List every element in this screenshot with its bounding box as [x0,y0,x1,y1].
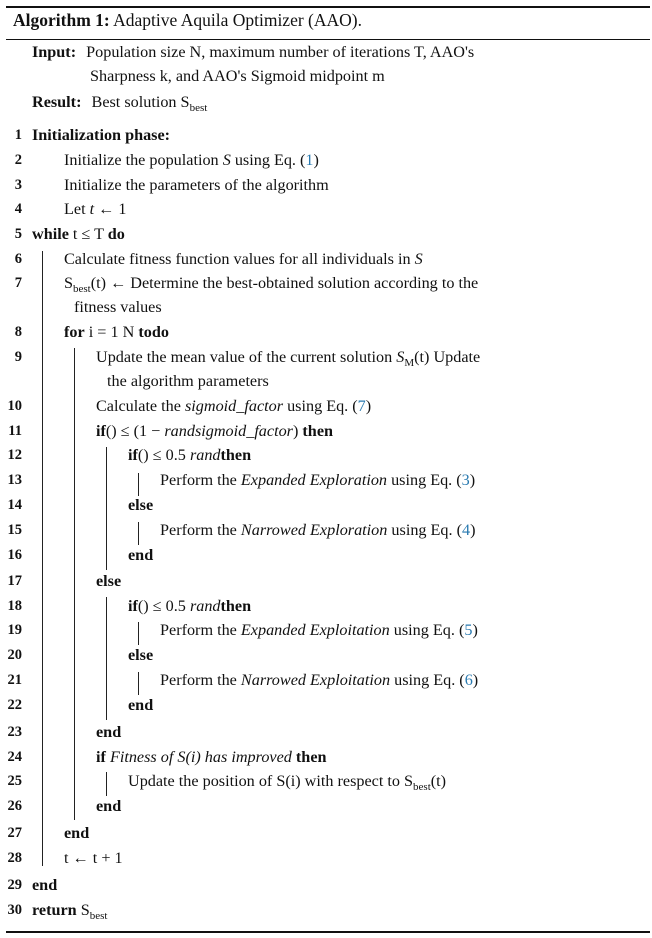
line-text [96,422,333,441]
line-token[interactable]: 7 [357,397,366,415]
line-token: ) [313,151,319,169]
line-token: Fitness of S(i) has improved [105,748,296,766]
line-token: using Eq. ( [389,621,465,639]
line-number: 6 [14,251,22,267]
line-token: rand [189,597,221,615]
line-text [128,646,153,665]
line-token: sigmoid_factor [194,422,293,440]
line-text [32,126,170,145]
line-token: rand [164,422,195,440]
line-text [64,274,478,293]
line-text [64,824,89,843]
line-number: 22 [7,697,22,713]
block-bar [42,251,43,866]
line-token: do [151,323,169,341]
block-bar [74,348,75,820]
line-text [128,696,153,715]
line-token: using Eq. ( [230,151,306,169]
input-line-2 [90,67,385,86]
input-text: Population size N, maximum number of iterations T, AAO's [86,43,475,61]
line-token: then [220,597,252,615]
line-number: 17 [7,573,22,589]
line-token: S [414,250,423,268]
line-token: end [128,546,154,564]
line-number: 28 [7,850,22,866]
line-number: 8 [14,324,22,340]
line-number: 19 [7,622,22,638]
line-token: ) [469,471,476,489]
line-number: 3 [14,177,22,193]
line-number: 14 [7,497,22,513]
line-token: S [396,348,405,366]
line-text [32,876,57,895]
line-number: 29 [7,877,22,893]
line-text [96,748,327,767]
line-token: Perform the [160,471,241,489]
result-line [32,93,207,112]
line-token: end [96,723,122,741]
line-text [96,797,121,816]
line-text [160,671,478,690]
line-number: 7 [14,275,22,291]
line-token: ) [470,521,476,539]
line-number: 12 [7,447,22,463]
line-token: S [222,151,231,169]
line-token: while [32,225,69,243]
line-text [32,901,107,920]
line-token: t ≤ T [68,225,108,243]
line-token: (t) [430,772,447,790]
line-token: () ≤ (1 − [105,422,165,440]
block-bar [138,522,139,545]
input-label: Input: [32,43,77,61]
line-token: end [64,824,90,842]
line-token: Expanded Exploitation [240,621,390,639]
line-text [96,348,480,367]
line-text [64,250,423,269]
line-token: t [89,200,95,218]
line-text [160,521,476,540]
line-token: M [404,357,415,369]
line-text [160,621,478,640]
line-token: to [138,323,152,341]
line-token: Perform the [160,671,241,689]
line-token: () ≤ 0.5 [137,597,190,615]
result-label: Result: [32,93,82,111]
line-text [107,372,269,391]
line-text [96,723,121,742]
line-token: Initialize the population [64,151,223,169]
line-text [32,225,125,244]
line-text [74,298,162,317]
line-token[interactable]: 6 [464,671,473,689]
line-token: sigmoid_factor [185,397,284,415]
algorithm-name: Adaptive Aquila Optimizer (AAO). [113,10,362,30]
line-token: Initialize the parameters of the algorithm [64,176,329,194]
line-token: using Eq. ( [387,521,463,539]
line-token: ) [292,422,303,440]
line-token: best [73,283,91,295]
line-number: 25 [7,773,22,789]
line-token: using Eq. ( [387,471,462,489]
line-token: () ≤ 0.5 [137,446,190,464]
line-token: else [128,496,154,514]
line-token: ) [472,671,479,689]
line-number: 16 [7,547,22,563]
line-number: 15 [7,522,22,538]
line-token: return [32,901,77,919]
line-text [128,446,251,465]
line-number: 5 [14,226,22,242]
line-token: Perform the [160,621,241,639]
line-token: for [64,323,85,341]
line-text [64,151,319,170]
line-number: 4 [14,201,22,217]
line-number: 2 [14,152,22,168]
line-token: using Eq. ( [390,671,465,689]
line-token: if [128,597,138,615]
line-number: 30 [7,902,22,918]
line-token: if [96,748,106,766]
line-token: end [32,876,58,894]
line-text [96,572,121,591]
line-token: if [96,422,106,440]
result-text: Best solution S [91,93,190,111]
line-token: Update the position of S(i) with respect to S [128,772,414,790]
line-token: Initialization phase: [32,126,171,144]
line-token: t ← t + 1 [64,849,123,867]
line-token: if [128,446,138,464]
line-token: rand [189,446,221,464]
top-rule [6,6,650,8]
line-text [128,546,153,565]
line-text [64,323,169,342]
block-bar [106,447,107,570]
line-text [160,471,475,490]
line-number: 27 [7,825,22,841]
line-token: using Eq. ( [283,397,358,415]
block-bar [138,672,139,695]
line-text [64,849,123,868]
line-number: 24 [7,749,22,765]
line-token: (t) Update [414,348,481,366]
line-number: 18 [7,598,22,614]
line-text [128,597,251,616]
line-token: Update the mean value of the current solution [96,348,397,366]
line-token: ) [365,397,372,415]
input-text-2: Sharpness k, and AAO's Sigmoid midpoint m [90,67,385,85]
line-number: 20 [7,647,22,663]
line-token: best [413,781,431,793]
line-number: 9 [14,349,22,365]
line-number: 21 [7,672,22,688]
line-number: 10 [7,398,22,414]
block-bar [138,622,139,645]
line-token: else [96,572,122,590]
line-token: end [128,696,154,714]
line-token[interactable]: 3 [461,471,470,489]
line-token: fitness values [74,298,162,316]
line-token: (t) ← Determine the best-obtained solution according to the [90,274,479,292]
line-token: Narrowed Exploitation [240,671,391,689]
line-number: 26 [7,798,22,814]
line-number: 11 [8,423,22,439]
bottom-rule [6,931,650,933]
result-sub: best [189,102,208,114]
line-token[interactable]: 1 [305,151,314,169]
title-rule [6,39,650,40]
line-number: 23 [7,724,22,740]
line-text [64,176,329,195]
line-number: 1 [14,127,22,143]
line-token: S [76,901,90,919]
line-token: Perform the [160,521,241,539]
line-text [128,496,153,515]
block-bar [106,597,107,720]
line-token: ) [472,621,478,639]
line-token: Narrowed Exploration [240,521,388,539]
line-token[interactable]: 5 [464,621,473,639]
block-bar [138,473,139,496]
algorithm-label: Algorithm 1: [13,10,110,30]
line-token: end [96,797,122,815]
line-token: S [64,274,74,292]
line-token: Calculate fitness function values for all individuals in [64,250,415,268]
line-text [128,772,446,791]
line-token: then [302,422,334,440]
line-text [64,200,127,219]
line-token: Calculate the [96,397,185,415]
line-token: i = 1 [84,323,123,341]
line-token: then [220,446,252,464]
line-token: Expanded Exploration [240,471,388,489]
line-token: then [295,748,327,766]
line-token: do [107,225,125,243]
algorithm-title [13,10,362,31]
line-token: N [122,323,139,341]
line-number: 13 [7,472,22,488]
line-token: best [89,910,108,922]
line-token[interactable]: 4 [462,521,471,539]
line-token: the algorithm parameters [107,372,269,390]
block-bar [106,772,107,796]
line-token: Let [64,200,90,218]
line-token: else [128,646,154,664]
line-token: ← 1 [94,200,127,218]
input-line-1 [32,43,474,62]
line-text [96,397,371,416]
